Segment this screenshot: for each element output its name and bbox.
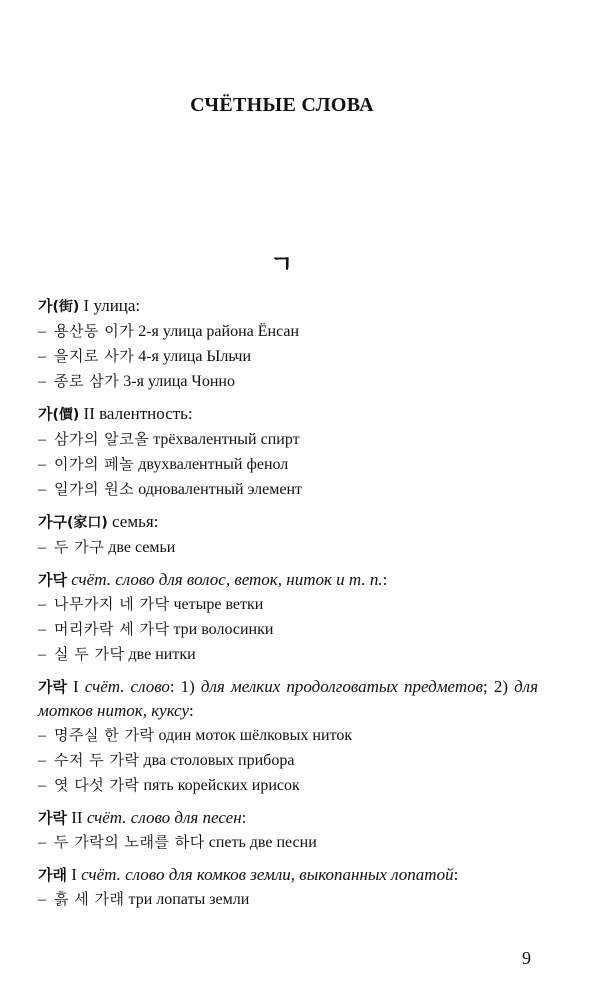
example-translation: 3-я улица Чонно	[119, 373, 235, 390]
entry-gloss-italic: счёт. слово для песен	[86, 808, 242, 827]
entry-headword: 가래	[38, 866, 67, 884]
example-line	[38, 535, 538, 560]
example-korean: 수저 두 가락	[54, 751, 140, 769]
entry-gloss: :	[241, 808, 247, 827]
example-korean: 나무가지 네 가닥	[54, 595, 170, 613]
entry-headword: 가닥	[38, 571, 67, 589]
entry-gloss: семья:	[107, 512, 159, 531]
example-translation: 2-я улица района Ёнсан	[134, 323, 300, 340]
entry-gloss-italic: счёт. слово для комков земли, выкопанных лопатой	[81, 865, 454, 884]
entry-gloss: : 1)	[169, 677, 201, 696]
example-line	[38, 344, 538, 369]
example-line	[38, 477, 538, 502]
entry-gloss-italic: для мотков ниток, куксу	[38, 677, 538, 720]
example-dash: –	[38, 596, 46, 613]
dictionary-entry	[38, 402, 538, 502]
example-korean: 명주실 한 가락	[54, 726, 155, 744]
example-line	[38, 887, 538, 912]
example-korean: 흙 세 가래	[54, 890, 125, 908]
dictionary-entry	[38, 294, 538, 394]
example-line	[38, 452, 538, 477]
entry-head	[38, 675, 538, 723]
example-dash: –	[38, 348, 46, 365]
entry-gloss: ; 2)	[483, 677, 515, 696]
entry-head	[38, 806, 538, 830]
example-korean: 삼가의 알코올	[54, 430, 150, 448]
example-line	[38, 723, 538, 748]
dictionary-entry	[38, 863, 538, 912]
example-korean: 일가의 원소	[54, 480, 135, 498]
example-translation: четыре ветки	[169, 596, 264, 613]
entry-gloss: :	[382, 570, 388, 589]
entry-headword: 가	[38, 405, 53, 423]
entry-head	[38, 510, 538, 535]
dictionary-entry	[38, 568, 538, 667]
example-korean: 실 두 가닥	[54, 645, 125, 663]
entry-gloss-italic: счёт. слово для волос, веток, ниток и т. п.	[66, 570, 383, 589]
section-letter: ㄱ	[270, 250, 294, 278]
example-translation: две нитки	[124, 646, 196, 663]
example-line	[38, 617, 538, 642]
entry-head	[38, 402, 538, 427]
example-dash: –	[38, 621, 46, 638]
example-dash: –	[38, 323, 46, 340]
example-line	[38, 427, 538, 452]
example-translation: две семьи	[104, 539, 176, 556]
example-dash: –	[38, 646, 46, 663]
example-translation: 4-я улица Ыльчи	[134, 348, 252, 365]
example-korean: 용산동 이가	[54, 322, 135, 340]
example-korean: 이가의 페놀	[54, 455, 135, 473]
example-dash: –	[38, 752, 46, 769]
entry-gloss: I	[66, 865, 82, 884]
example-dash: –	[38, 456, 46, 473]
example-line	[38, 642, 538, 667]
example-translation: один моток шёлковых ниток	[154, 727, 353, 744]
example-line	[38, 592, 538, 617]
example-translation: два столовых прибора	[139, 752, 295, 769]
entry-gloss: II валентность:	[79, 404, 193, 423]
dictionary-entry	[38, 675, 538, 798]
example-dash: –	[38, 539, 46, 556]
entry-gloss: I	[66, 677, 85, 696]
entry-head	[38, 863, 538, 887]
entry-headword-hanja: (價)	[52, 407, 80, 423]
example-translation: трёхвалентный спирт	[149, 431, 300, 448]
example-line	[38, 748, 538, 773]
entry-headword: 가락	[38, 678, 67, 696]
entry-headword: 가구	[38, 513, 67, 531]
example-line	[38, 830, 538, 855]
entry-gloss: II	[66, 808, 87, 827]
example-korean: 두 가구	[54, 538, 105, 556]
entry-gloss-italic: счёт. слово	[84, 677, 170, 696]
entry-gloss: :	[453, 865, 459, 884]
example-line	[38, 369, 538, 394]
entry-headword-hanja: (街)	[52, 299, 80, 315]
example-translation: три лопаты земли	[124, 891, 250, 908]
example-dash: –	[38, 834, 46, 851]
example-dash: –	[38, 777, 46, 794]
dictionary-entry	[38, 510, 538, 560]
example-korean: 종로 삼가	[54, 372, 120, 390]
dictionary-entries	[38, 294, 538, 920]
example-dash: –	[38, 373, 46, 390]
example-dash: –	[38, 727, 46, 744]
entry-headword: 가	[38, 297, 53, 315]
example-korean: 머리카락 세 가닥	[54, 620, 170, 638]
page-title: СЧЁТНЫЕ СЛОВА	[190, 94, 374, 116]
entry-head	[38, 568, 538, 592]
entry-headword-hanja: (家口)	[66, 515, 108, 531]
example-dash: –	[38, 891, 46, 908]
dictionary-entry	[38, 806, 538, 855]
entry-gloss: I улица:	[79, 296, 141, 315]
example-korean: 엿 다섯 가락	[54, 776, 140, 794]
entry-head	[38, 294, 538, 319]
example-line	[38, 319, 538, 344]
page-number: 9	[522, 948, 531, 968]
example-translation: пять корейских ирисок	[139, 777, 300, 794]
entry-headword: 가락	[38, 809, 67, 827]
entry-gloss: :	[189, 701, 194, 720]
example-dash: –	[38, 481, 46, 498]
entry-gloss-italic: для мелких продолговатых предметов	[200, 677, 484, 696]
example-translation: одновалентный элемент	[134, 481, 303, 498]
example-translation: спеть две песни	[204, 834, 317, 851]
example-translation: три волосинки	[169, 621, 274, 638]
example-line	[38, 773, 538, 798]
example-translation: двухвалентный фенол	[134, 456, 289, 473]
example-korean: 두 가락의 노래를 하다	[54, 833, 205, 851]
example-dash: –	[38, 431, 46, 448]
example-korean: 을지로 사가	[54, 347, 135, 365]
